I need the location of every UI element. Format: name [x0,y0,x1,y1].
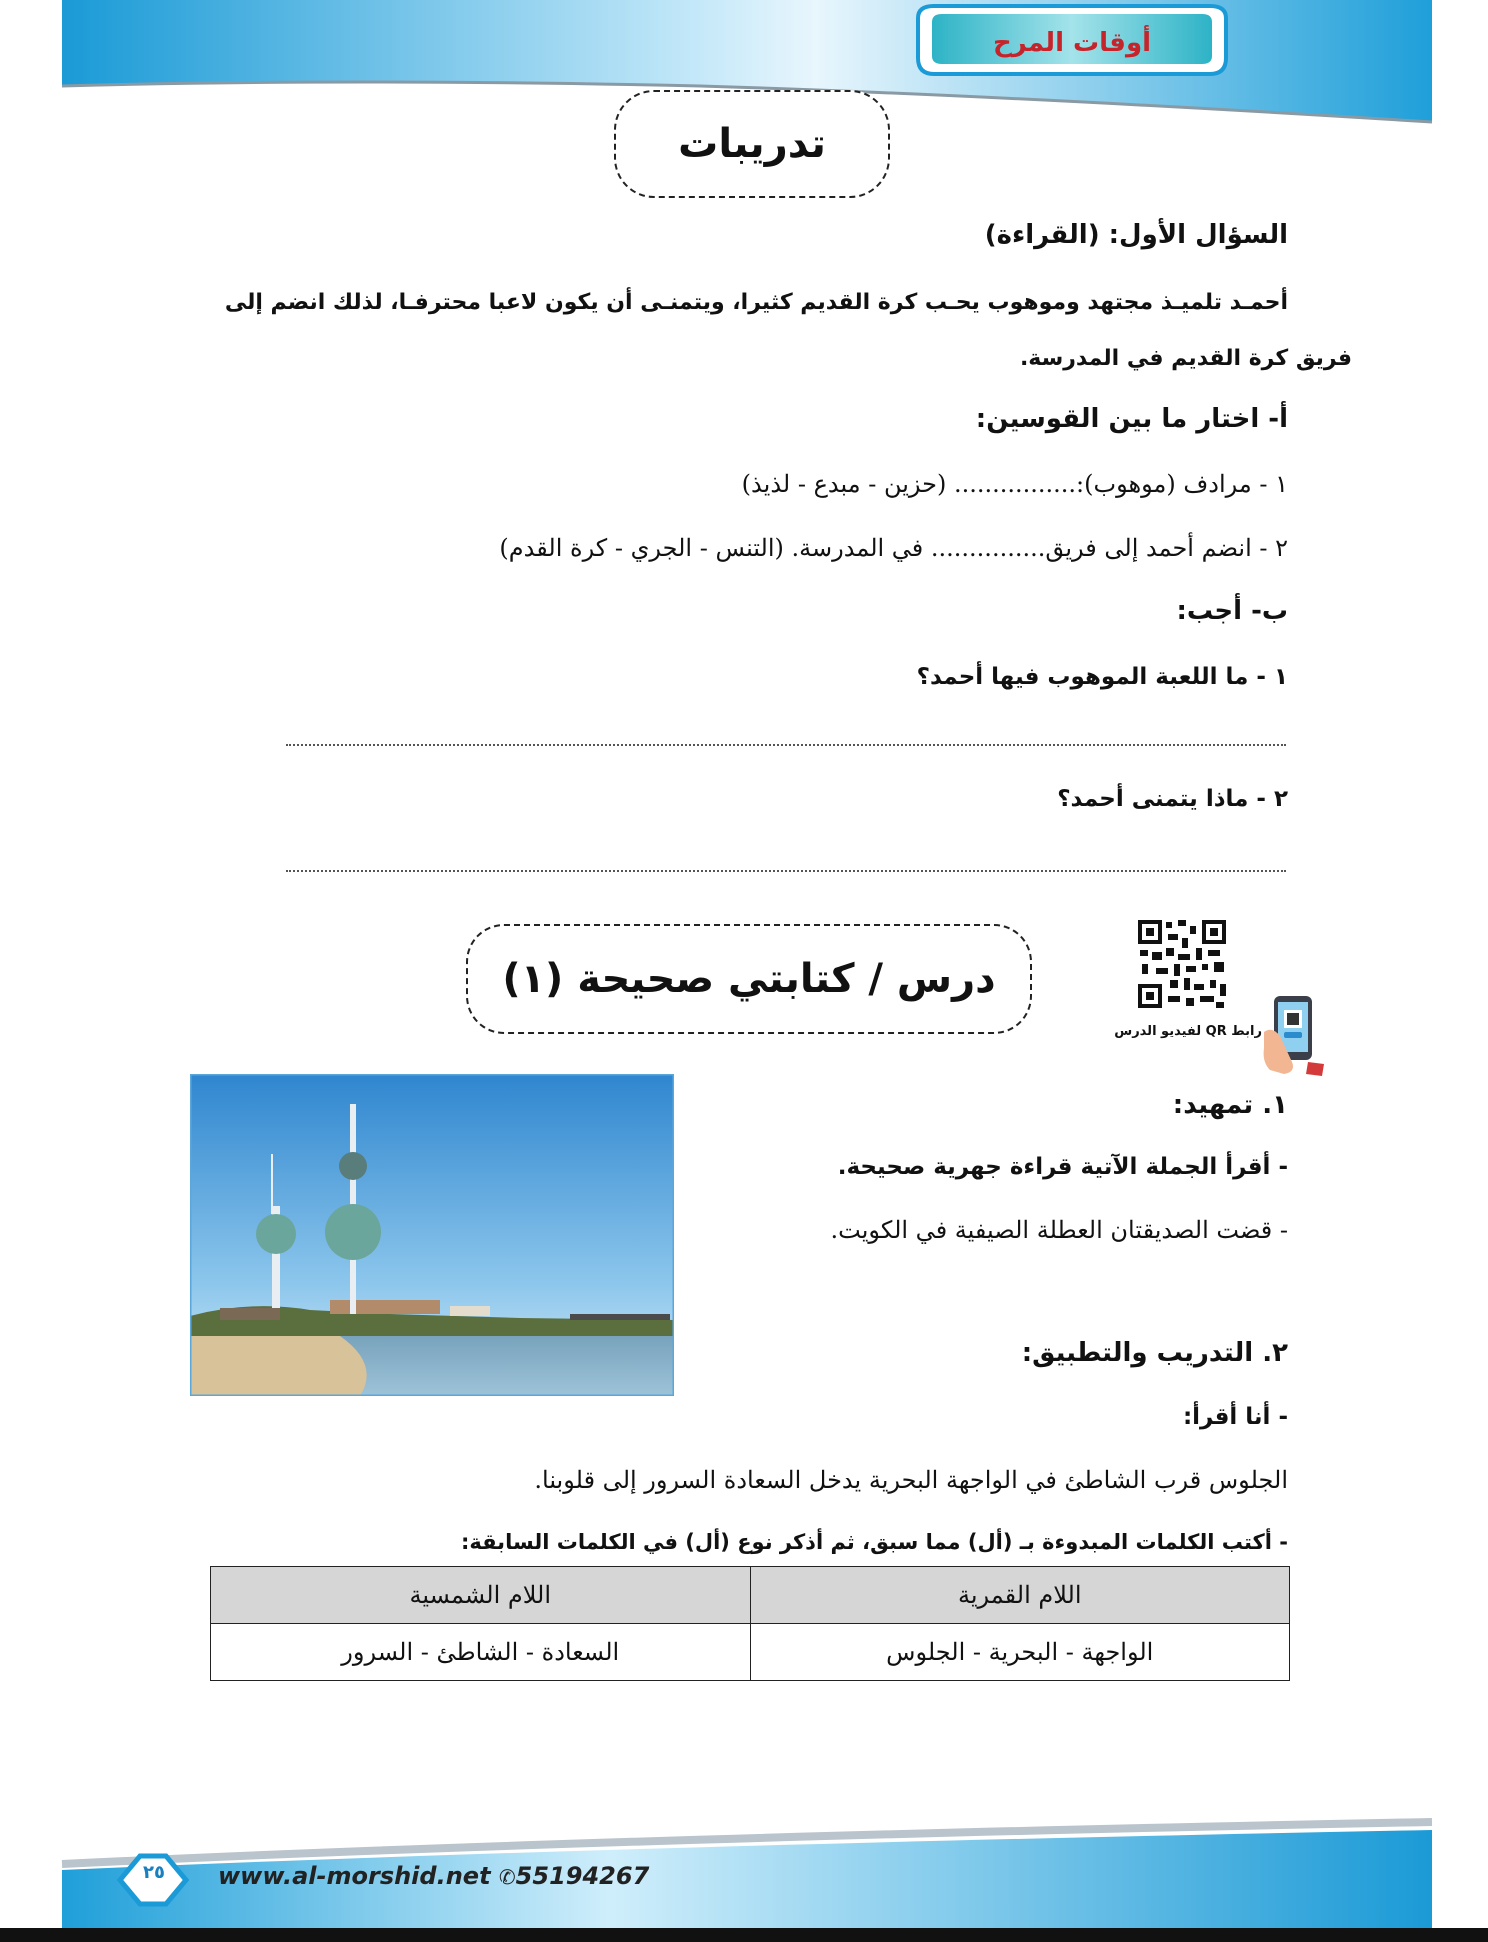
cell-qamariya: الواجهة - البحرية - الجلوس [750,1624,1290,1681]
i-read-heading: - أنا أقرأ: [1182,1404,1288,1430]
passage-line2: فريق كرة القديم في المدرسة. [1019,346,1352,371]
choice-item-2: ٢ - انضم أحمد إلى فريق............... في المدرسة. (التنس - الجري - كرة القدم) [499,534,1288,562]
unit-title: أوقات المرح [992,28,1152,58]
al-table [210,1566,1290,1681]
header-shamsiya: اللام الشمسية [211,1567,751,1624]
kuwait-towers-photo [190,1074,674,1396]
page-number: ٢٥ [143,1862,165,1883]
passage-line1: أحمـد تلميـذ مجتهد وموهوب يحـب كرة القديم كثيرا، ويتمنـى أن يكون لاعبا محترفـا، لذلك انضم إلى [224,290,1288,315]
footer-contact [218,1862,649,1890]
read-sentence: الجلوس قرب الشاطئ في الواجهة البحرية يدخل السعادة السرور إلى قلوبنا. [534,1466,1288,1494]
table-header-row [211,1567,1290,1624]
practice-heading: ٢. التدريب والتطبيق: [1021,1338,1288,1368]
header-qamariya: اللام القمرية [750,1567,1290,1624]
phone-number: 55194267 [515,1862,650,1890]
phone-scan-icon [1262,992,1328,1076]
q1-heading: السؤال الأول: (القراءة) [984,220,1288,250]
exercises-title: تدريبات [678,121,826,167]
question-b2: ٢ - ماذا يتمنى أحمد؟ [1057,786,1288,812]
answer-line-1[interactable] [286,744,1286,746]
part-b-heading: ب- أجب: [1176,596,1288,626]
write-instruction: - أكتب الكلمات المبدوءة بـ (أل) مما سبق، ثم أذكر نوع (أل) في الكلمات السابقة: [460,1530,1288,1554]
intro-heading: ١. تمهيد: [1172,1090,1288,1120]
intro-instruction: - أقرأ الجملة الآتية قراءة جهرية صحيحة. [837,1154,1288,1180]
website-link[interactable]: www.al-morshid.net [218,1862,491,1890]
table-row [211,1624,1290,1681]
lesson-title: درس / كتابتي صحيحة (١) [502,956,996,1002]
question-b1: ١ - ما اللعبة الموهوب فيها أحمد؟ [916,664,1288,690]
lesson-title-box [466,924,1032,1034]
answer-line-2[interactable] [286,870,1286,872]
part-a-heading: أ- اختار ما بين القوسين: [975,404,1288,434]
phone-icon: ✆ [498,1865,516,1889]
qr-caption: رابط QR لفيديو الدرس [1114,1024,1262,1039]
intro-sentence: - قضت الصديقتان العطلة الصيفية في الكويت. [830,1216,1288,1244]
exercises-title-box [614,90,890,198]
qr-code-icon[interactable] [1136,918,1228,1010]
choice-item-1: ١ - مرادف (موهوب):................ (حزين - مبدع - لذيذ) [741,470,1288,498]
cell-shamsiya: السعادة - الشاطئ - السرور [211,1624,751,1681]
